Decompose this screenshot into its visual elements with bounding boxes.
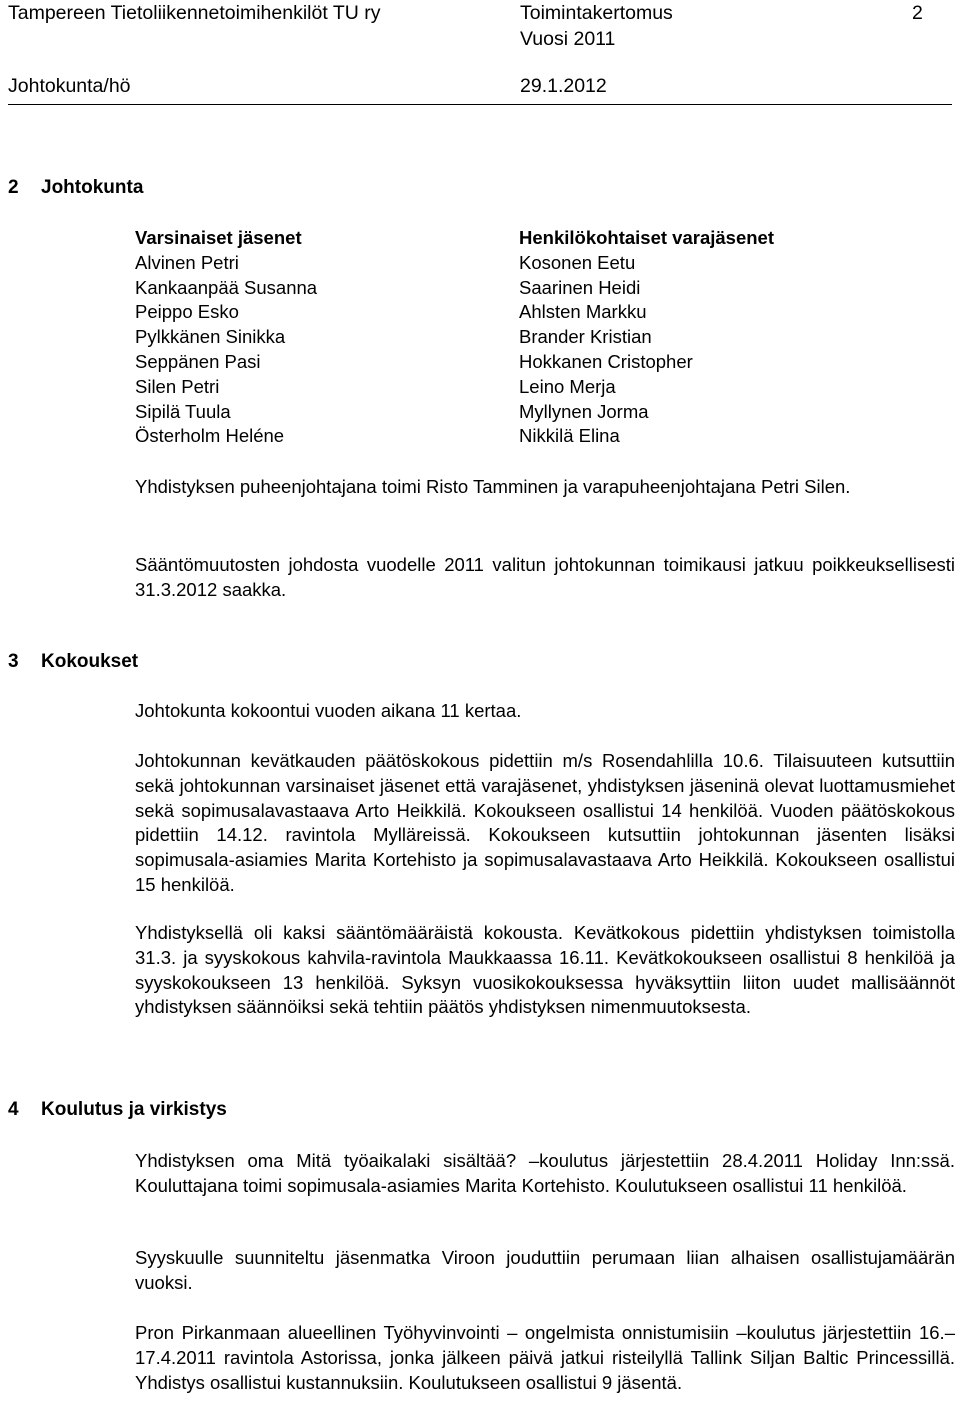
organization-name: Tampereen Tietoliikennetoimihenkilöt TU ry [8, 2, 381, 24]
section-heading-koulutus [8, 1099, 227, 1121]
member-name: Pylkkänen Sinikka [135, 326, 286, 348]
page-number: 2 [912, 2, 923, 24]
section-heading-kokoukset [8, 651, 138, 673]
section-title: Kokoukset [41, 651, 139, 672]
deputy-name: Kosonen Eetu [519, 251, 636, 273]
deputy-name: Brander Kristian [519, 326, 652, 348]
document-title: Toimintakertomus [520, 2, 673, 24]
regular-members-column [135, 226, 317, 449]
deputy-name: Saarinen Heidi [519, 276, 641, 298]
section-number: 2 [8, 177, 19, 198]
term-paragraph: Sääntömuutosten johdosta vuodelle 2011 valitun johtokunnan toimikausi jatkuu poikkeuksellisesti 31.3.2012 saakka. [135, 554, 955, 600]
header-divider [8, 104, 952, 105]
member-name: Sipilä Tuula [135, 400, 231, 422]
training-paragraph: Yhdistyksen oma Mitä työaikalaki sisältää? –koulutus järjestettiin 28.4.2011 Holiday Inn:ssä. Kouluttajana toimi sopimusala-asiamies Marita Kortehisto. Koulutukseen osallistui 11 henkilöä. [135, 1150, 955, 1196]
member-name: Seppänen Pasi [135, 350, 261, 372]
wellbeing-training-paragraph: Pron Pirkanmaan alueellinen Työhyvinvointi – ongelmista onnistumisiin –koulutus järjestettiin 16.–17.4.2011 ravintola Astorissa, jonka jälkeen päivä jatkui risteilyllä Tallink Siljan Baltic Princessillä. Yhdistys osallistui kustannuksiin. Koulutukseen osallistui 9 jäsentä. [135, 1322, 955, 1393]
section-title: Koulutus ja virkistys [41, 1099, 227, 1120]
member-name: Peippo Esko [135, 301, 239, 323]
deputy-name: Leino Merja [519, 375, 616, 397]
section-heading-johtokunta [8, 177, 143, 199]
deputy-name: Hokkanen Cristopher [519, 350, 693, 372]
document-author: Johtokunta/hö [8, 75, 131, 97]
deputy-members-column [519, 226, 774, 449]
member-name: Alvinen Petri [135, 251, 239, 273]
deputy-name: Ahlsten Markku [519, 301, 647, 323]
trip-cancelled-paragraph: Syyskuulle suunniteltu jäsenmatka Viroon jouduttiin perumaan liian alhaisen osallistujamäärän vuoksi. [135, 1247, 955, 1293]
document-date: 29.1.2012 [520, 75, 607, 97]
statutory-meetings-paragraph: Yhdistyksellä oli kaksi sääntömääräistä kokousta. Kevätkokous pidettiin yhdistyksen toimistolla 31.3. ja syyskokous kahvila-ravintola Maukkaassa 16.11. Kevätkokoukseen osallistui 8 henkilöä ja syyskokoukseen 13 henkilöä. Syksyn vuosikokouksessa hyväksyttiin liiton uudet mallisäännöt yhdistyksen säännöiksi sekä tehtiin päätös yhdistyksen nimenmuutoksesta. [135, 922, 955, 1018]
meetings-count-paragraph: Johtokunta kokoontui vuoden aikana 11 kertaa. [135, 700, 522, 721]
page-header [8, 0, 952, 107]
section-number: 3 [8, 651, 19, 672]
member-name: Österholm Heléne [135, 425, 285, 447]
deputy-name: Nikkilä Elina [519, 425, 620, 447]
deputy-members-heading: Henkilökohtaiset varajäsenet [519, 227, 774, 248]
chairperson-paragraph: Yhdistyksen puheenjohtajana toimi Risto Tamminen ja varapuheenjohtajana Petri Silen. [135, 476, 851, 497]
section-number: 4 [8, 1099, 19, 1120]
document-year: Vuosi 2011 [520, 28, 616, 50]
deputy-name: Myllynen Jorma [519, 400, 649, 422]
member-name: Kankaanpää Susanna [135, 276, 318, 298]
member-name: Silen Petri [135, 375, 220, 397]
regular-members-heading: Varsinaiset jäsenet [135, 227, 302, 248]
section-title: Johtokunta [41, 177, 144, 198]
final-meetings-paragraph: Johtokunnan kevätkauden päätöskokous pidettiin m/s Rosendahlilla 10.6. Tilaisuuteen kutsuttiin sekä johtokunnan varsinaiset jäsenet että varajäsenet, yhdistyksen jäseninä olevat luottamusmiehet sekä sopimusalavastaava Arto Heikkilä. Kokoukseen osallistui 14 henkilöä. Vuoden päätöskokous pidettiin 14.12. ravintola Mylläreissä. Kokoukseen kutsuttiin johtokunnan jäsenten lisäksi sopimusala-asiamies Marita Kortehisto ja sopimusalavastaava Arto Heikkilä. Kokoukseen osallistui 15 henkilöä. [135, 750, 955, 895]
